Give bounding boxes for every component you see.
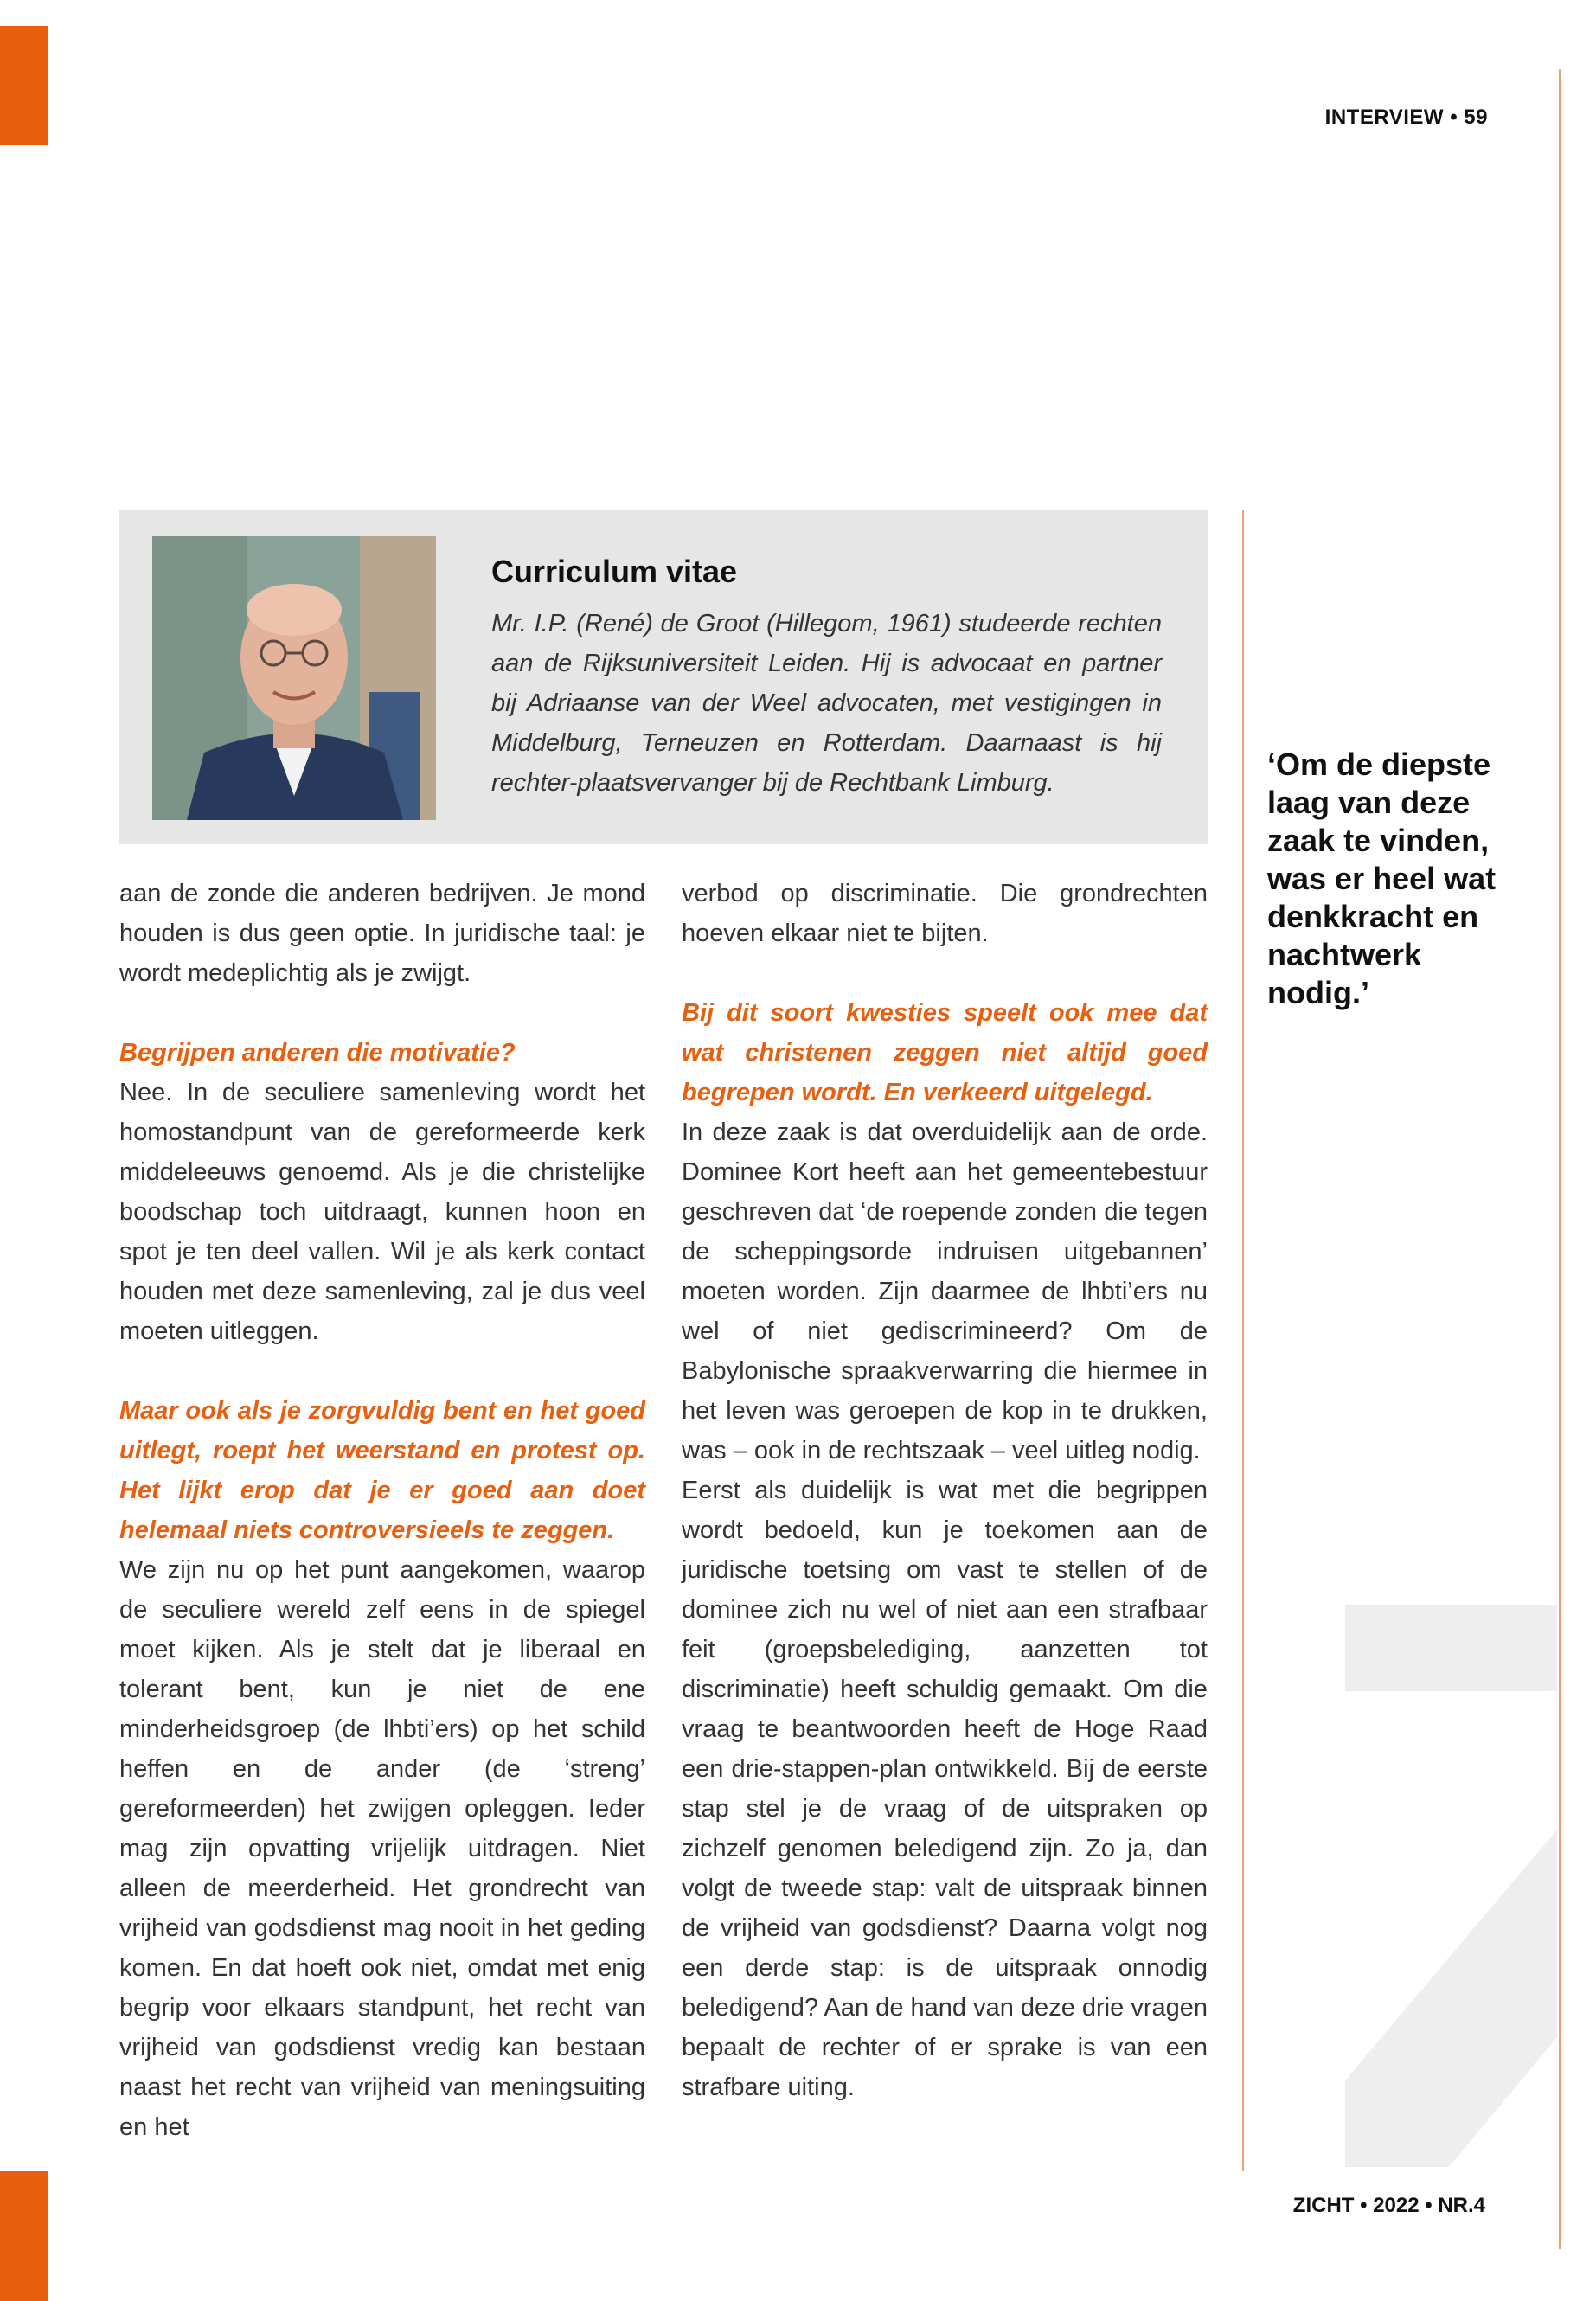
left-paragraph-3: We zijn nu op het punt aangekomen, waarop de seculiere wereld zelf eens in de spiegel moet kijken. Als je stelt dat je liberaal en tolerant bent, kun je niet de ene minderheidsgroep (de lhbti’ers) op het schild heffen en de ander (de ‘streng’ gereformeerden) het zwijgen opleggen. Ieder mag zijn opvatting vrijelijk uitdragen. Niet alleen de meerderheid. Het grondrecht van vrijheid van godsdienst mag nooit in het geding komen. En dat hoeft ook niet, omdat met enig begrip voor elkaars standpunt, het recht van vrijheid van godsdienst vredig kan bestaan naast het recht van vrijheid van meningsuiting en het [119, 1556, 645, 2141]
interview-question-3: Bij dit soort kwesties speelt ook mee dat wat christenen zeggen niet altijd goed begrepen wordt. En verkeerd uitgelegd. [682, 999, 1208, 1106]
page-footer: ZICHT • 2022 • NR.4 [1292, 2194, 1485, 2217]
interview-question-2: Maar ook als je zorgvuldig bent en het goed uitlegt, roept het weerstand en protest op. Het lijkt erop dat je er goed aan doet helemaal niets controversieels te zeggen. [119, 1397, 645, 1544]
left-column [119, 874, 645, 2147]
accent-bar-top [0, 26, 48, 145]
mid-paragraph-2: In deze zaak is dat overduidelijk aan de orde. Dominee Kort heeft aan het gemeentebestuur geschreven dat ‘de roepende zonden die tegen de scheppingsorde indruisen uitgebannen’ moeten worden. Zijn daarmee de lhbti’ers nu wel of niet gediscrimineerd? Om de Babylonische spraakverwarring die hiermee in het leven was geroepen de kop in te drukken, was – ook in de rechtszaak – veel uitleg nodig. [682, 1118, 1208, 1465]
pull-quote: ‘Om de diepste laag van deze zaak te vinden, was er heel wat denkkracht en nachtwerk nodig.’ [1267, 747, 1497, 1010]
page-header: INTERVIEW • 59 [1324, 106, 1488, 129]
column-divider [1242, 510, 1244, 2171]
decorative-z-shape [1345, 1605, 1557, 2167]
left-paragraph-1: aan de zonde die anderen bedrijven. Je mond houden is dus geen optie. In juridische taal: je wordt medeplichtig als je zwijgt. [119, 880, 645, 987]
accent-bar-bottom [0, 2171, 48, 2301]
interview-question-1: Begrijpen anderen die motivatie? [119, 1039, 516, 1067]
cv-box [119, 510, 1208, 844]
portrait-photo [152, 536, 436, 820]
portrait-illustration [152, 536, 436, 820]
mid-paragraph-1: verbod op discriminatie. Die grondrechten hoeven elkaar niet te bijten. [682, 880, 1208, 947]
right-divider [1559, 69, 1561, 2249]
cv-title: Curriculum vitae [491, 554, 738, 589]
middle-column [682, 874, 1208, 2107]
mid-paragraph-3: Eerst als duidelijk is wat met die begrippen wordt bedoeld, kun je toekomen aan de juridische toetsing om vast te stellen of de dominee zich nu wel of niet aan een strafbaar feit (groepsbelediging, aanzetten tot discriminatie) heeft schuldig gemaakt. Om die vraag te beantwoorden heeft de Hoge Raad een drie-stappen-plan ontwikkeld. Bij de eerste stap stel je de vraag of de uitspraken op zichzelf genomen beledigend zijn. Zo ja, dan volgt de tweede stap: valt de uitspraak binnen de vrijheid van godsdienst? Daarna volgt nog een derde stap: is de uitspraak onnodig beledigend? Aan de hand van deze drie vragen bepaalt de rechter of er sprake is van een strafbare uiting. [682, 1477, 1208, 2101]
cv-text: Mr. I.P. (René) de Groot (Hillegom, 1961) studeerde rechten aan de Rijksuniversiteit Leiden. Hij is advocaat en partner bij Adriaanse van der Weel advocaten, met vestigingen in Middelburg, Terneuzen en Rotterdam. Daarnaast is hij rechter-plaatsvervanger bij de Rechtbank Limburg. [491, 610, 1162, 797]
left-paragraph-2: Nee. In de seculiere samenleving wordt het homostandpunt van de gereformeerde kerk middeleeuws genoemd. Als je die christelijke boodschap toch uitdraagt, kunnen hoon en spot je ten deel vallen. Wil je als kerk contact houden met deze samenleving, zal je dus veel moeten uitleggen. [119, 1079, 645, 1345]
